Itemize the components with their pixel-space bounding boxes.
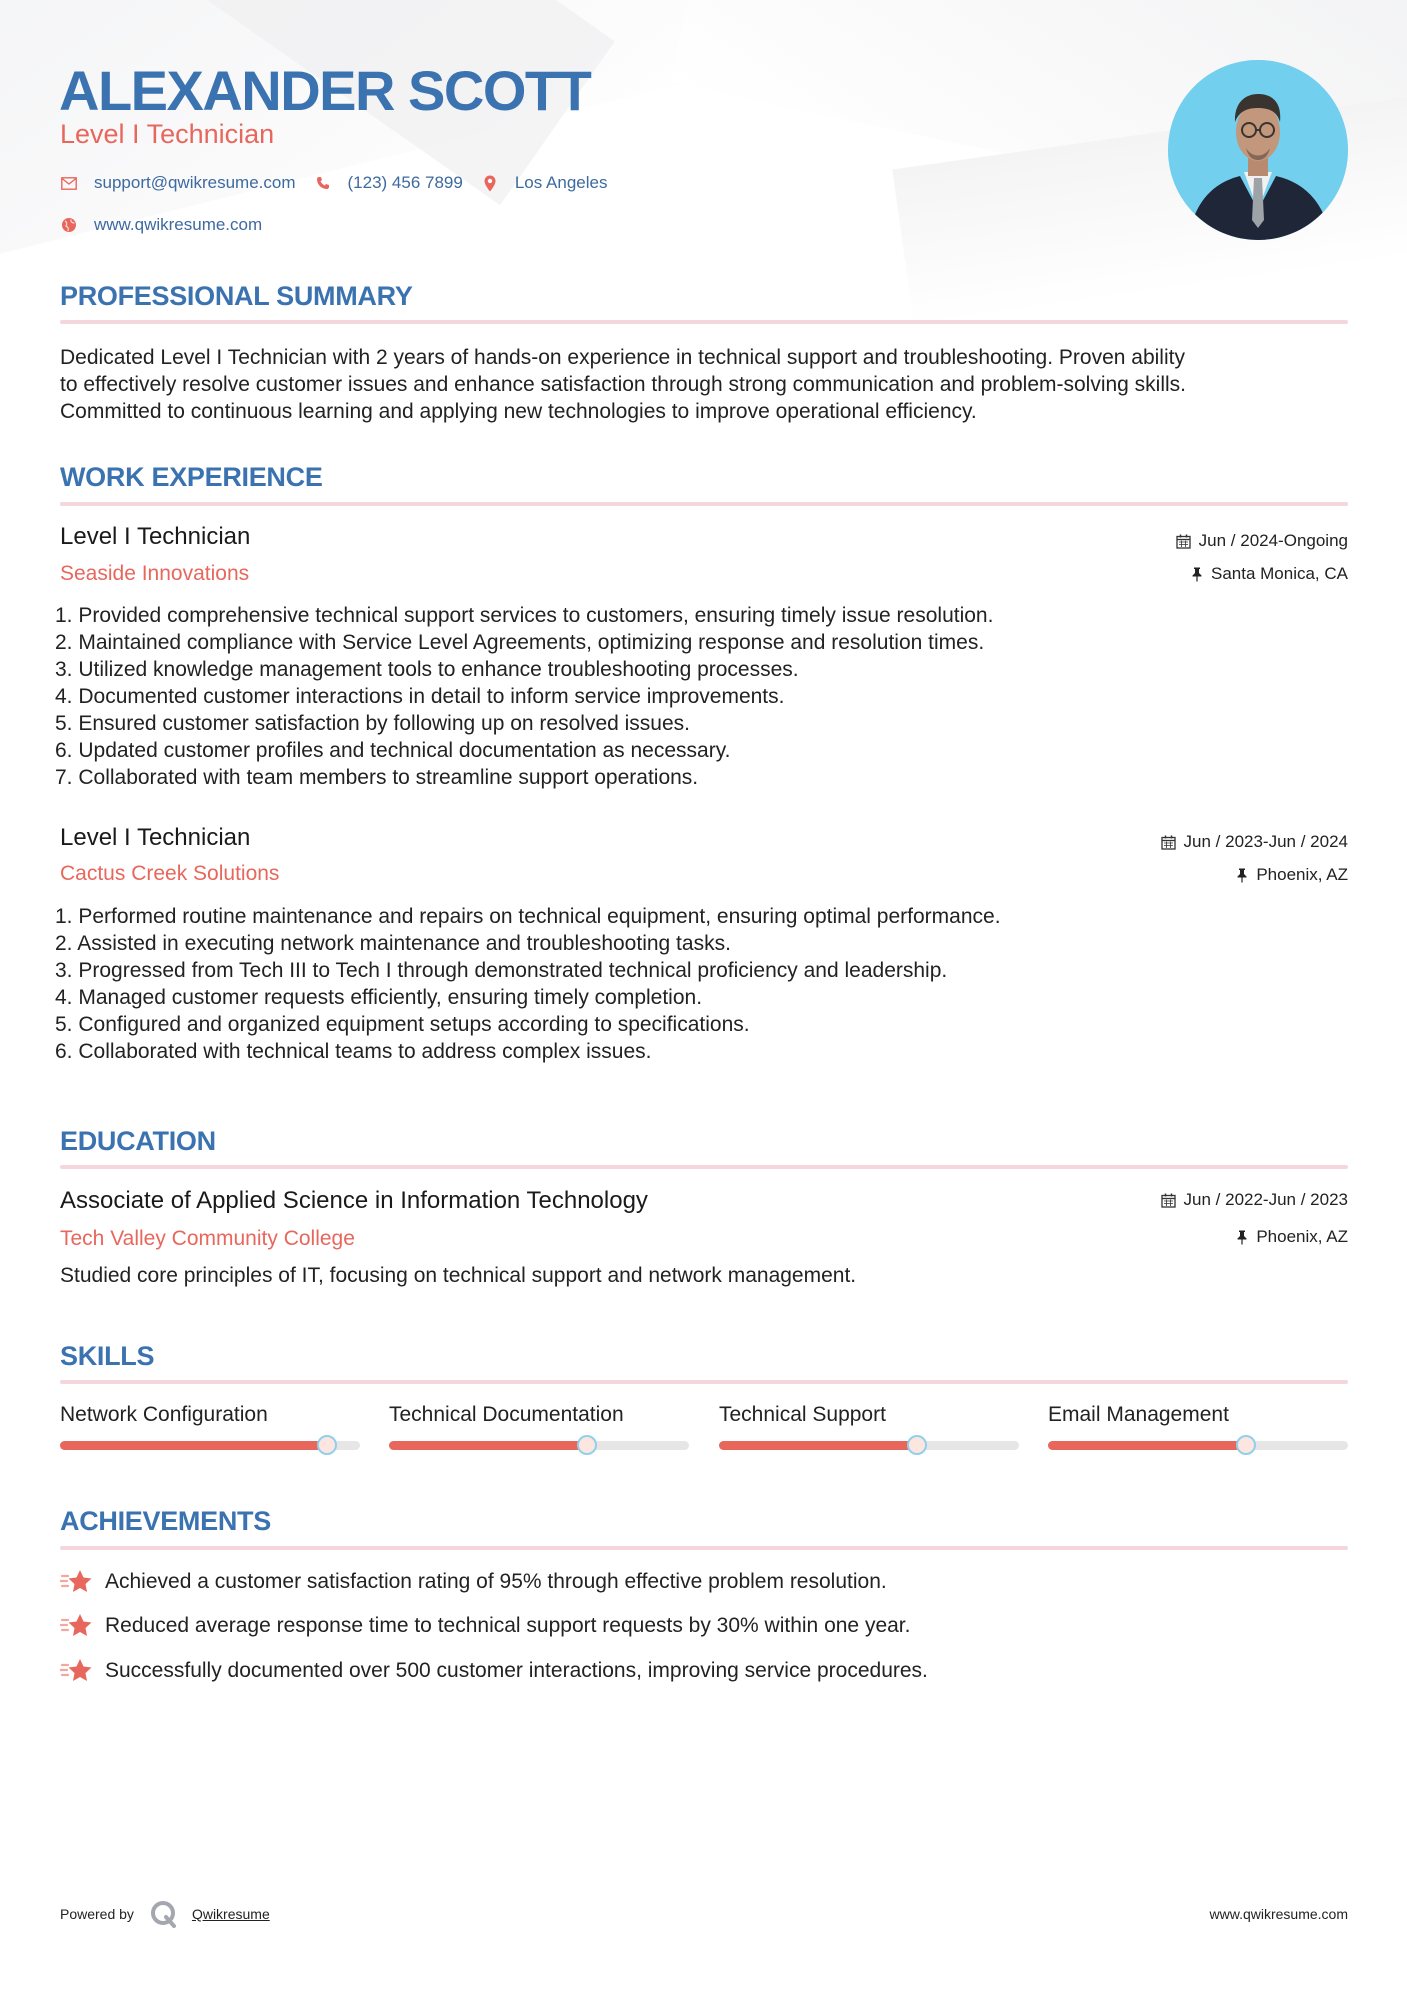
section-divider [60,1546,1348,1550]
website-link[interactable]: www.qwikresume.com [94,215,263,234]
candidate-role: Level I Technician [60,119,275,149]
list-item: 1. Provided comprehensive technical support services to customers, ensuring timely issue resolution. [55,604,994,627]
summary-line: Committed to continuous learning and applying new technologies to improve operational efficiency. [60,400,977,423]
skill-item [1048,1403,1348,1450]
education-location-text: Phoenix, AZ [1256,1227,1348,1246]
job-responsibilities [55,602,1355,791]
section-title-skills: SKILLS [60,1341,155,1371]
skill-level-knob [907,1435,927,1455]
qwikresume-link[interactable]: Qwikresume [191,1906,270,1922]
summary-line: to effectively resolve customer issues and enhance satisfaction through strong communication and problem-solving skills. [60,373,1187,396]
job-title: Level I Technician [60,824,251,851]
skill-label: Network Configuration [60,1403,268,1426]
star-icon [60,1568,94,1596]
list-item: 4. Managed customer requests efficiently, ensuring timely completion. [55,986,703,1009]
section-divider [60,1165,1348,1169]
candidate-name: ALEXANDER SCOTT [59,59,591,122]
pushpin-icon [1236,868,1248,883]
list-item: 3. Utilized knowledge management tools to enhance troubleshooting processes. [55,658,799,681]
job-responsibilities [55,903,1355,1065]
star-icon [60,1612,94,1640]
skill-level-knob [317,1435,337,1455]
section-divider [60,502,1348,506]
contact-row-website [60,215,280,235]
list-item: 5. Configured and organized equipment setups according to specifications. [55,1013,750,1036]
job-dates-text: Jun / 2023-Jun / 2024 [1183,832,1348,851]
company-name: Cactus Creek Solutions [60,862,280,885]
calendar-icon [1176,534,1191,549]
job-location-text: Phoenix, AZ [1256,865,1348,884]
skill-level-bar [60,1441,360,1450]
job-location-text: Santa Monica, CA [1210,564,1348,583]
skill-level-fill [60,1441,327,1450]
job-dates-text: Jun / 2024-Ongoing [1198,531,1348,550]
education-dates [1161,1190,1348,1210]
skill-label: Technical Support [719,1403,886,1426]
skill-level-fill [389,1441,587,1450]
education-description: Studied core principles of IT, focusing on technical support and network management. [60,1264,857,1287]
job-location [1191,564,1348,584]
list-item: 2. Assisted in executing network maintenance and troubleshooting tasks. [55,932,731,955]
summary-text [60,344,1360,425]
section-title-achievements: ACHIEVEMENTS [60,1506,271,1536]
phone-number[interactable]: (123) 456 7899 [347,173,463,192]
section-title-education: EDUCATION [60,1126,216,1156]
pushpin-icon [1236,1230,1248,1245]
education-dates-text: Jun / 2022-Jun / 2023 [1183,1190,1348,1209]
achievement-text: Achieved a customer satisfaction rating of 95% through effective problem resolution. [105,1570,887,1593]
achievement-item [60,1612,910,1640]
powered-by-label: Powered by [60,1906,134,1922]
job-title: Level I Technician [60,523,251,550]
phone-icon [314,174,332,192]
skill-label: Technical Documentation [389,1403,624,1426]
school-name: Tech Valley Community College [60,1227,355,1250]
qwikresume-logo-icon [150,1900,178,1928]
skill-level-knob [577,1435,597,1455]
achievement-item [60,1568,887,1596]
education-location [1236,1227,1348,1247]
skill-level-bar [719,1441,1019,1450]
job-location [1236,865,1348,885]
job-dates [1161,832,1348,852]
list-item: 6. Updated customer profiles and technical documentation as necessary. [55,739,731,762]
list-item: 4. Documented customer interactions in detail to inform service improvements. [55,685,785,708]
list-item: 1. Performed routine maintenance and repairs on technical equipment, ensuring optimal performance. [55,905,1001,928]
job-dates [1176,531,1348,551]
list-item: 7. Collaborated with team members to streamline support operations. [55,766,699,789]
location-text: Los Angeles [514,173,608,192]
map-pin-icon [481,174,499,192]
skill-level-bar [389,1441,689,1450]
section-divider [60,320,1348,324]
skill-level-fill [1048,1441,1246,1450]
achievement-item [60,1657,928,1685]
skill-item [389,1403,689,1450]
skill-label: Email Management [1048,1403,1229,1426]
achievement-text: Successfully documented over 500 customer interactions, improving service procedures. [105,1659,928,1682]
skill-level-bar [1048,1441,1348,1450]
email-link[interactable]: support@qwikresume.com [94,173,296,192]
list-item: 5. Ensured customer satisfaction by following up on resolved issues. [55,712,690,735]
section-title-experience: WORK EXPERIENCE [60,462,323,492]
pushpin-icon [1191,567,1203,582]
list-item: 2. Maintained compliance with Service Level Agreements, optimizing response and resolution times. [55,631,985,654]
star-icon [60,1657,94,1685]
skill-item [60,1403,360,1450]
list-item: 3. Progressed from Tech III to Tech I through demonstrated technical proficiency and leadership. [55,959,948,982]
section-title-summary: PROFESSIONAL SUMMARY [60,281,413,311]
calendar-icon [1161,1193,1176,1208]
skill-item [719,1403,1019,1450]
summary-line: Dedicated Level I Technician with 2 years of hands-on experience in technical support and troubleshooting. Proven ability [60,346,1185,369]
list-item: 6. Collaborated with technical teams to address complex issues. [55,1040,652,1063]
calendar-icon [1161,835,1176,850]
footer-url[interactable]: www.qwikresume.com [1209,1906,1348,1922]
skill-level-fill [719,1441,917,1450]
company-name: Seaside Innovations [60,562,250,585]
globe-icon [60,216,78,234]
envelope-icon [60,174,78,192]
skill-level-knob [1236,1435,1256,1455]
contact-row [60,173,625,193]
degree-title: Associate of Applied Science in Information Technology [60,1187,648,1214]
footer-powered-by [60,1900,270,1928]
section-divider [60,1380,1348,1384]
profile-photo [1168,60,1348,240]
achievement-text: Reduced average response time to technical support requests by 30% within one year. [105,1614,911,1637]
